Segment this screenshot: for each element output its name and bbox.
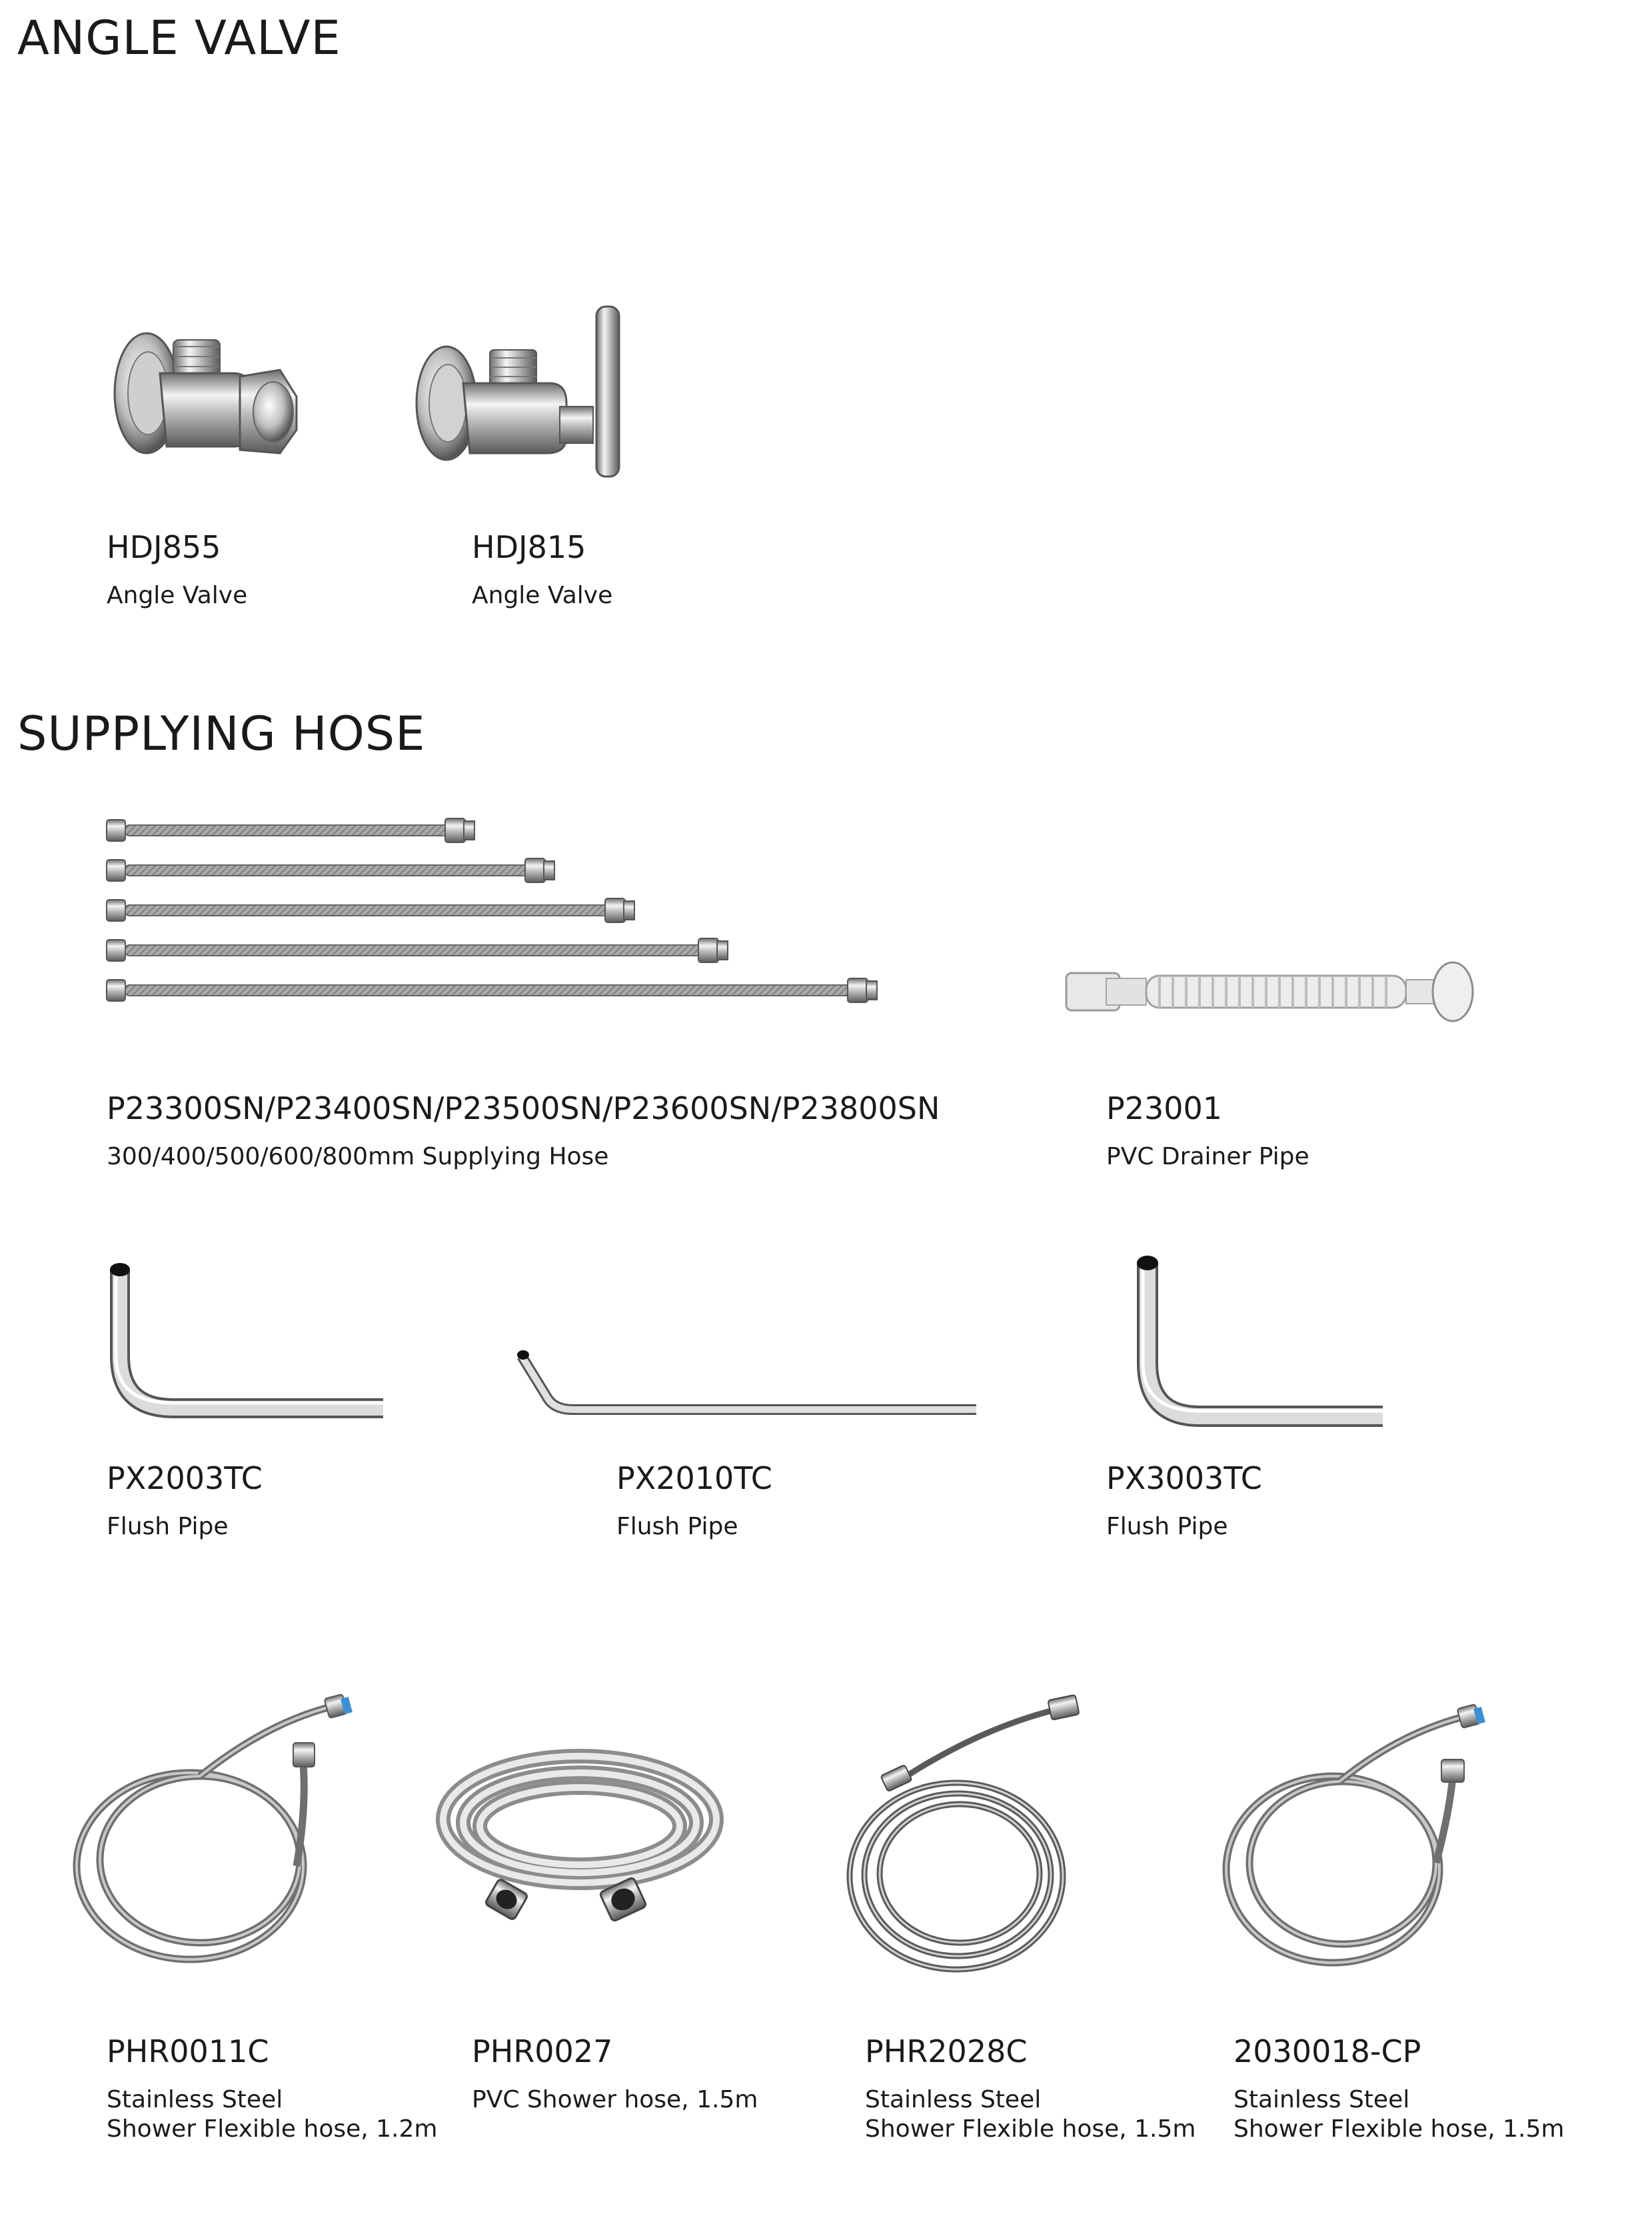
- product-description: PVC Shower hose, 1.5m: [472, 2086, 758, 2113]
- section-title-angle-valve: ANGLE VALVE: [17, 11, 341, 65]
- product-p23001: [1106, 1090, 1309, 1172]
- product-description: PVC Drainer Pipe: [1106, 1143, 1309, 1170]
- product-hdj815: [472, 529, 613, 610]
- product-phr0011c: [107, 2033, 438, 2144]
- flush-pipe-l-icon: [107, 1256, 387, 1423]
- product-description: Angle Valve: [107, 582, 248, 609]
- product-2030018-cp: [1234, 2033, 1565, 2144]
- braided-hose-set-icon: [107, 814, 880, 1014]
- pvc-drainer-pipe-icon: [1066, 960, 1479, 1026]
- product-description: Flush Pipe: [107, 1513, 229, 1540]
- product-description: Stainless Steel Shower Flexible hose, 1.5m: [1234, 2086, 1565, 2143]
- section-title-supplying-hose: SUPPLYING HOSE: [17, 706, 426, 761]
- angle-valve-round-handle-icon: [107, 320, 307, 473]
- flush-pipe-l-icon: [1133, 1250, 1386, 1430]
- product-px3003tc: [1106, 1460, 1262, 1542]
- product-code: PX3003TC: [1106, 1460, 1262, 1496]
- product-code: PX2003TC: [107, 1460, 263, 1496]
- product-code: 2030018-CP: [1234, 2033, 1421, 2069]
- product-description: Stainless Steel Shower Flexible hose, 1.2m: [107, 2086, 438, 2143]
- coiled-pvc-hose-icon: [433, 1739, 733, 1953]
- product-px2003tc: [107, 1460, 263, 1542]
- flush-pipe-long-icon: [516, 1343, 983, 1423]
- product-code: PHR2028C: [865, 2033, 1028, 2069]
- product-px2010tc: [616, 1460, 772, 1542]
- product-braided-hose-set: [107, 1090, 940, 1172]
- product-code: HDJ855: [107, 529, 221, 565]
- product-code: PHR0027: [472, 2033, 613, 2069]
- product-description: Flush Pipe: [616, 1513, 738, 1540]
- product-description: Flush Pipe: [1106, 1513, 1228, 1540]
- coiled-steel-hose-icon: [843, 1689, 1096, 1976]
- product-description: Angle Valve: [472, 582, 613, 609]
- product-code: HDJ815: [472, 529, 586, 565]
- product-description: Stainless Steel Shower Flexible hose, 1.5m: [865, 2086, 1196, 2143]
- coiled-steel-hose-icon: [67, 1689, 367, 1969]
- angle-valve-lever-handle-icon: [410, 303, 630, 483]
- product-phr0027: [472, 2033, 758, 2115]
- product-code: PX2010TC: [616, 1460, 772, 1496]
- product-hdj855: [107, 529, 248, 610]
- product-code: PHR0011C: [107, 2033, 269, 2069]
- product-phr2028c: [865, 2033, 1196, 2144]
- product-code: P23001: [1106, 1090, 1223, 1126]
- product-code: P23300SN/P23400SN/P23500SN/P23600SN/P23800SN: [107, 1090, 940, 1126]
- coiled-steel-hose-icon: [1220, 1699, 1499, 1973]
- product-description: 300/400/500/600/800mm Supplying Hose: [107, 1143, 609, 1170]
